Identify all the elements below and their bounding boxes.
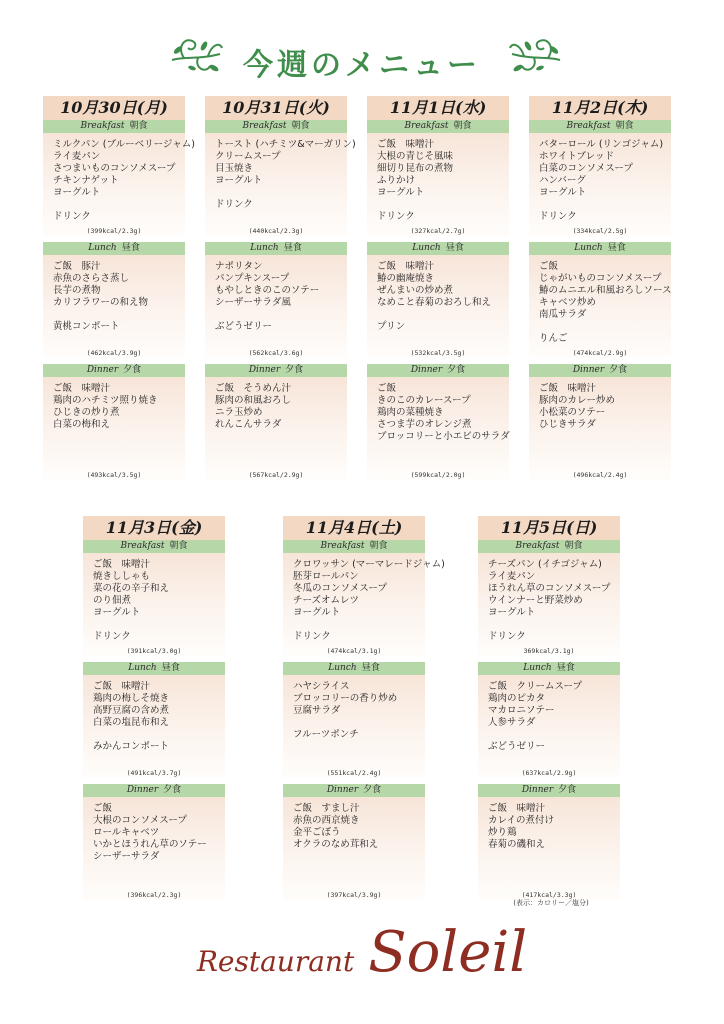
day-card	[83, 516, 225, 899]
meal-label-bar	[205, 242, 347, 255]
calorie-salt-info: (493kcal/3.5g)	[86, 471, 142, 479]
meal-label-en: Breakfast	[80, 121, 125, 131]
calorie-salt-info: (417kcal/3.3g)	[521, 891, 577, 899]
menu-item-list	[539, 383, 671, 431]
menu-item: ホワイトブレッド	[539, 151, 614, 162]
menu-item: マカロニソテー	[488, 705, 555, 716]
menu-item: ドリンク	[215, 199, 253, 210]
menu-item: ご飯 味噌汁	[488, 803, 546, 814]
menu-item: ヨーグルト	[377, 187, 425, 198]
meal-label-bar	[529, 242, 671, 255]
day-date: 10月30日(月)	[43, 96, 185, 120]
meal-label-en: Breakfast	[404, 121, 449, 131]
meal-label-bar	[478, 784, 620, 797]
meal-label-jp: 昼食	[607, 243, 626, 253]
meal-label-jp: 朝食	[564, 541, 583, 551]
meal-label-en: Breakfast	[566, 121, 611, 131]
calorie-salt-info: (599kcal/2.0g)	[410, 471, 466, 479]
menu-item: チキンナゲット	[53, 175, 119, 186]
meal-lunch	[83, 662, 225, 778]
meal-label-jp: 夕食	[558, 785, 577, 795]
meal-label-bar	[83, 540, 225, 553]
menu-item: 目玉焼き	[215, 163, 254, 174]
menu-item: なめこと春菊のおろし和え	[377, 297, 492, 308]
meal-breakfast	[205, 120, 356, 236]
menu-item: 大根のコンソメスープ	[93, 815, 187, 826]
meal-label-en: Lunch	[88, 243, 117, 253]
menu-item: ぜんまいの炒め煮	[377, 285, 454, 296]
menu-item: りんご	[539, 333, 568, 344]
menu-item: チーズパン (イチゴジャム)	[488, 559, 602, 570]
menu-item: ロールキャベツ	[93, 827, 160, 838]
menu-item-list	[377, 383, 509, 443]
menu-item: ぶどうゼリー	[488, 741, 546, 752]
meal-label-bar	[478, 540, 620, 553]
menu-item: パンプキンスープ	[215, 273, 290, 284]
meal-label-jp: 昼食	[283, 243, 302, 253]
menu-item: ライ麦パン	[53, 151, 101, 162]
menu-item: ぶどうゼリー	[215, 321, 273, 332]
meal-label-en: Lunch	[574, 243, 603, 253]
menu-item: ウインナーと野菜炒め	[488, 595, 583, 606]
page-title: 今週のメニュー	[243, 48, 481, 83]
meal-dinner	[43, 364, 185, 480]
meal-dinner	[205, 364, 347, 480]
menu-item: ヨーグルト	[53, 187, 101, 198]
menu-item: 黄桃コンポート	[53, 321, 120, 332]
meal-label-jp: 朝食	[169, 541, 188, 551]
meal-label-bar	[83, 662, 225, 675]
day-date: 11月3日(金)	[83, 516, 225, 540]
day-date: 11月4日(土)	[283, 516, 425, 540]
meal-breakfast	[478, 540, 620, 656]
menu-item: 白菜の塩昆布和え	[93, 717, 170, 728]
meal-label-bar	[205, 120, 347, 133]
calorie-salt-info: (637kcal/2.9g)	[521, 769, 577, 777]
menu-item	[377, 199, 509, 211]
meal-label-en: Dinner	[521, 785, 554, 795]
menu-item: 南瓜サラダ	[539, 309, 587, 320]
menu-item: もやしときのこのソテー	[215, 285, 320, 296]
calorie-salt-info: (334kcal/2.5g)	[572, 227, 628, 235]
day-card	[367, 96, 510, 479]
meal-breakfast	[367, 120, 509, 236]
menu-item: ハヤシライス	[293, 681, 350, 692]
menu-item: ご飯 クリームスープ	[488, 681, 583, 692]
menu-item: バターロール (リンゴジャム)	[539, 139, 664, 150]
meal-label-bar	[478, 662, 620, 675]
meal-label-jp: 夕食	[285, 365, 304, 375]
brand-prefix: Restaurant	[196, 945, 355, 978]
meal-label-en: Lunch	[128, 663, 157, 673]
menu-item: 金平ごぼう	[293, 827, 341, 838]
menu-item: カレイの煮付け	[488, 815, 555, 826]
day-date: 11月1日(水)	[367, 96, 509, 120]
menu-item: 小松菜のソテー	[539, 407, 606, 418]
menu-item: ヨーグルト	[93, 607, 141, 618]
menu-item-list	[53, 261, 185, 333]
menu-item-list	[215, 261, 347, 333]
calorie-salt-info: (532kcal/3.5g)	[410, 349, 466, 357]
calorie-salt-info: (562kcal/3.6g)	[248, 349, 304, 357]
menu-item: 人参サラダ	[488, 717, 536, 728]
meal-label-jp: 夕食	[609, 365, 628, 375]
menu-item: 鰆の幽庵焼き	[377, 273, 435, 284]
menu-item: れんこんサラダ	[215, 419, 282, 430]
meal-label-bar	[367, 364, 509, 377]
menu-item: フルーツポンチ	[293, 729, 359, 740]
menu-item: いかとほうれん草のソテー	[93, 839, 207, 850]
menu-item: じゃがいものコンソメスープ	[539, 273, 662, 284]
menu-item: ブロッコリーと小エビのサラダ	[377, 431, 510, 442]
meal-lunch	[43, 242, 185, 358]
menu-item	[53, 309, 185, 321]
meal-label-bar	[43, 364, 185, 377]
meal-label-jp: 昼食	[121, 243, 140, 253]
menu-item: キャベツ炒め	[539, 297, 597, 308]
menu-item-list	[93, 681, 225, 753]
menu-item: 鶏肉の菜種焼き	[377, 407, 444, 418]
menu-item: 炒り鶏	[488, 827, 517, 838]
day-date: 10月31日(火)	[205, 96, 347, 120]
menu-item	[488, 619, 620, 631]
meal-label-jp: 朝食	[615, 121, 634, 131]
calorie-salt-info: 369kcal/3.1g)	[523, 647, 575, 655]
meal-label-jp: 夕食	[163, 785, 182, 795]
menu-item: 鶏肉のハチミツ照り焼き	[53, 395, 158, 406]
menu-item: 豚肉の和風おろし	[215, 395, 292, 406]
menu-item-list	[53, 139, 195, 223]
menu-item: ひじきの炒り煮	[53, 407, 120, 418]
meal-label-jp: 昼食	[161, 663, 180, 673]
meal-label-en: Lunch	[250, 243, 279, 253]
meal-label-jp: 朝食	[453, 121, 472, 131]
calorie-salt-info: (567kcal/2.9g)	[248, 471, 304, 479]
meal-label-en: Dinner	[248, 365, 281, 375]
meal-lunch	[205, 242, 347, 358]
meal-label-bar	[367, 242, 509, 255]
menu-item	[53, 199, 185, 211]
meal-label-jp: 朝食	[291, 121, 310, 131]
meal-label-bar	[205, 364, 347, 377]
menu-item-list	[53, 383, 185, 431]
menu-item: トースト (ハチミツ&マーガリン)	[215, 139, 356, 150]
menu-item: 豆腐サラダ	[293, 705, 341, 716]
meal-dinner	[367, 364, 509, 480]
menu-item-list	[539, 261, 671, 345]
menu-item-list	[488, 803, 620, 851]
calorie-salt-info: (399kcal/2.3g)	[86, 227, 142, 235]
menu-item: ナポリタン	[215, 261, 263, 272]
calorie-salt-info: (496kcal/2.4g)	[572, 471, 628, 479]
menu-item: チーズオムレツ	[293, 595, 360, 606]
menu-item	[377, 309, 509, 321]
meal-lunch	[478, 662, 620, 778]
menu-item-list	[488, 681, 620, 753]
calorie-salt-info: (462kcal/3.9g)	[86, 349, 142, 357]
day-card	[205, 96, 356, 479]
meal-label-jp: 夕食	[447, 365, 466, 375]
meal-label-bar	[283, 662, 425, 675]
meal-dinner	[83, 784, 225, 900]
menu-item-list	[93, 559, 225, 643]
brand-name: Soleil	[368, 920, 528, 985]
menu-item: ライ麦パン	[488, 571, 536, 582]
menu-item: オクラのなめ茸和え	[293, 839, 379, 850]
menu-item: 焼きししゃも	[93, 571, 151, 582]
menu-item: ブロッコリーの香り炒め	[293, 693, 398, 704]
menu-item	[488, 729, 620, 741]
day-card	[283, 516, 445, 899]
meal-label-jp: 昼食	[556, 663, 575, 673]
meal-breakfast	[83, 540, 225, 656]
meal-breakfast	[529, 120, 671, 236]
menu-item-list	[93, 803, 225, 863]
menu-item: ご飯 味噌汁	[53, 383, 111, 394]
menu-item	[539, 199, 671, 211]
meal-lunch	[529, 242, 671, 358]
menu-item: きのこのカレースープ	[377, 395, 471, 406]
meal-label-bar	[283, 540, 425, 553]
meal-label-bar	[529, 120, 671, 133]
day-date: 11月2日(木)	[529, 96, 671, 120]
menu-item: さつまいものコンソメスープ	[53, 163, 176, 174]
menu-item	[293, 717, 425, 729]
menu-item: ヨーグルト	[488, 607, 536, 618]
menu-item-list	[293, 681, 425, 741]
menu-item-list	[215, 383, 347, 431]
menu-item: ほうれん草のコンソメスープ	[488, 583, 611, 594]
menu-item	[93, 729, 225, 741]
menu-item: 冬瓜のコンソメスープ	[293, 583, 387, 594]
calorie-salt-info: (327kcal/2.7g)	[410, 227, 466, 235]
meal-label-bar	[367, 120, 509, 133]
menu-item: 高野豆腐の含め煮	[93, 705, 170, 716]
calorie-salt-info: (397kcal/3.9g)	[326, 891, 382, 899]
menu-item: プリン	[377, 321, 406, 332]
meal-label-bar	[529, 364, 671, 377]
day-date: 11月5日(日)	[478, 516, 620, 540]
menu-item: 菜の花の辛子和え	[93, 583, 170, 594]
menu-item: ドリンク	[293, 631, 331, 642]
meal-label-en: Dinner	[86, 365, 119, 375]
menu-item: ご飯	[93, 803, 113, 814]
menu-item: ドリンク	[93, 631, 131, 642]
meal-label-bar	[83, 784, 225, 797]
menu-item: ヨーグルト	[215, 175, 263, 186]
meal-label-jp: 夕食	[123, 365, 142, 375]
menu-item: 赤魚の西京焼き	[293, 815, 360, 826]
meal-label-jp: 夕食	[363, 785, 382, 795]
menu-item: シーザーサラダ風	[215, 297, 291, 308]
meal-label-en: Dinner	[572, 365, 605, 375]
meal-label-jp: 昼食	[361, 663, 380, 673]
menu-item	[215, 187, 347, 199]
meal-label-en: Dinner	[326, 785, 359, 795]
menu-item: ご飯 味噌汁	[539, 383, 597, 394]
meal-label-en: Lunch	[412, 243, 441, 253]
menu-item: ドリンク	[488, 631, 526, 642]
menu-item-list	[488, 559, 620, 643]
menu-item: クリームスープ	[215, 151, 281, 162]
menu-item-list	[377, 139, 509, 223]
menu-item: ハンバーグ	[539, 175, 586, 186]
menu-item: 白菜のコンソメスープ	[539, 163, 633, 174]
menu-item: のり佃煮	[93, 595, 132, 606]
meal-label-en: Dinner	[126, 785, 159, 795]
meal-label-jp: 昼食	[445, 243, 464, 253]
meal-label-en: Breakfast	[320, 541, 365, 551]
meal-breakfast	[43, 120, 195, 236]
menu-item-list	[293, 803, 425, 851]
meal-label-jp: 朝食	[369, 541, 388, 551]
meal-label-en: Lunch	[523, 663, 552, 673]
menu-item: ご飯 味噌汁	[93, 681, 151, 692]
meal-label-en: Breakfast	[120, 541, 165, 551]
meal-breakfast	[283, 540, 445, 656]
menu-item: ひじきサラダ	[539, 419, 596, 430]
menu-item: ご飯 そうめん汁	[215, 383, 292, 394]
menu-item: 鰆のムニエル和風おろしソース	[539, 285, 672, 296]
menu-item: ヨーグルト	[293, 607, 341, 618]
menu-item	[293, 619, 425, 631]
menu-item: 長芋の煮物	[53, 285, 101, 296]
menu-item-list	[377, 261, 509, 333]
meal-label-en: Lunch	[328, 663, 357, 673]
calorie-salt-info: (391kcal/3.0g)	[126, 647, 182, 655]
menu-item: 豚肉のカレー炒め	[539, 395, 616, 406]
menu-item: ドリンク	[539, 211, 577, 222]
menu-item-list	[293, 559, 445, 643]
menu-item: ご飯 味噌汁	[377, 261, 435, 272]
calorie-salt-info: (551kcal/2.4g)	[326, 769, 382, 777]
meal-label-jp: 朝食	[129, 121, 148, 131]
menu-item: 細切り昆布の煮物	[377, 163, 454, 174]
menu-item: 胚芽ロールパン	[293, 571, 359, 582]
restaurant-brand	[0, 920, 724, 985]
menu-item: ご飯 味噌汁	[93, 559, 151, 570]
menu-item-list	[539, 139, 671, 223]
menu-item: 鶏肉のピカタ	[488, 693, 546, 704]
menu-item: 鶏肉の梅しそ焼き	[93, 693, 170, 704]
meal-label-bar	[43, 242, 185, 255]
meal-label-bar	[43, 120, 185, 133]
menu-item: ニラ玉炒め	[215, 407, 263, 418]
menu-item: ドリンク	[377, 211, 415, 222]
menu-item: ヨーグルト	[539, 187, 587, 198]
meal-label-en: Breakfast	[515, 541, 560, 551]
menu-item: 白菜の梅和え	[53, 419, 111, 430]
meal-lunch	[283, 662, 425, 778]
meal-dinner	[283, 784, 425, 900]
meal-lunch	[367, 242, 509, 358]
calorie-salt-info: (474kcal/3.1g)	[326, 647, 382, 655]
menu-item: ご飯 味噌汁	[377, 139, 435, 150]
menu-item: ご飯 豚汁	[53, 261, 101, 272]
calorie-salt-info: (474kcal/2.9g)	[572, 349, 628, 357]
menu-item: みかんコンポート	[93, 741, 170, 752]
menu-item: 春菊の磯和え	[488, 839, 546, 850]
menu-item	[539, 321, 671, 333]
meal-dinner	[478, 784, 620, 900]
meal-label-en: Breakfast	[242, 121, 287, 131]
calorie-salt-info: (396kcal/2.3g)	[126, 891, 182, 899]
day-card	[478, 516, 620, 899]
menu-item	[93, 619, 225, 631]
menu-item: 赤魚のさらさ蒸し	[53, 273, 130, 284]
menu-item: シーザーサラダ	[93, 851, 160, 862]
menu-item: クロワッサン (マーマレードジャム)	[293, 559, 445, 570]
meal-label-en: Dinner	[410, 365, 443, 375]
menu-item: ふりかけ	[377, 175, 416, 186]
meal-dinner	[529, 364, 671, 480]
menu-item: ご飯	[377, 383, 397, 394]
day-card	[529, 96, 672, 479]
menu-item: ご飯 すまし汁	[293, 803, 360, 814]
nutrition-legend: (表示：カロリー／塩分)	[513, 899, 589, 907]
menu-item	[215, 309, 347, 321]
calorie-salt-info: (491kcal/3.7g)	[126, 769, 182, 777]
menu-item: ご飯	[539, 261, 559, 272]
menu-item: ドリンク	[53, 211, 91, 222]
menu-item-list	[215, 139, 356, 211]
menu-item: カリフラワーの和え物	[53, 297, 149, 308]
menu-item: 大根の青じそ風味	[377, 151, 454, 162]
meal-label-bar	[283, 784, 425, 797]
menu-item: ミルクパン (ブルーベリージャム)	[53, 139, 195, 150]
calorie-salt-info: (440kcal/2.3g)	[248, 227, 304, 235]
menu-item: さつま芋のオレンジ煮	[377, 419, 472, 430]
day-card	[43, 96, 195, 479]
